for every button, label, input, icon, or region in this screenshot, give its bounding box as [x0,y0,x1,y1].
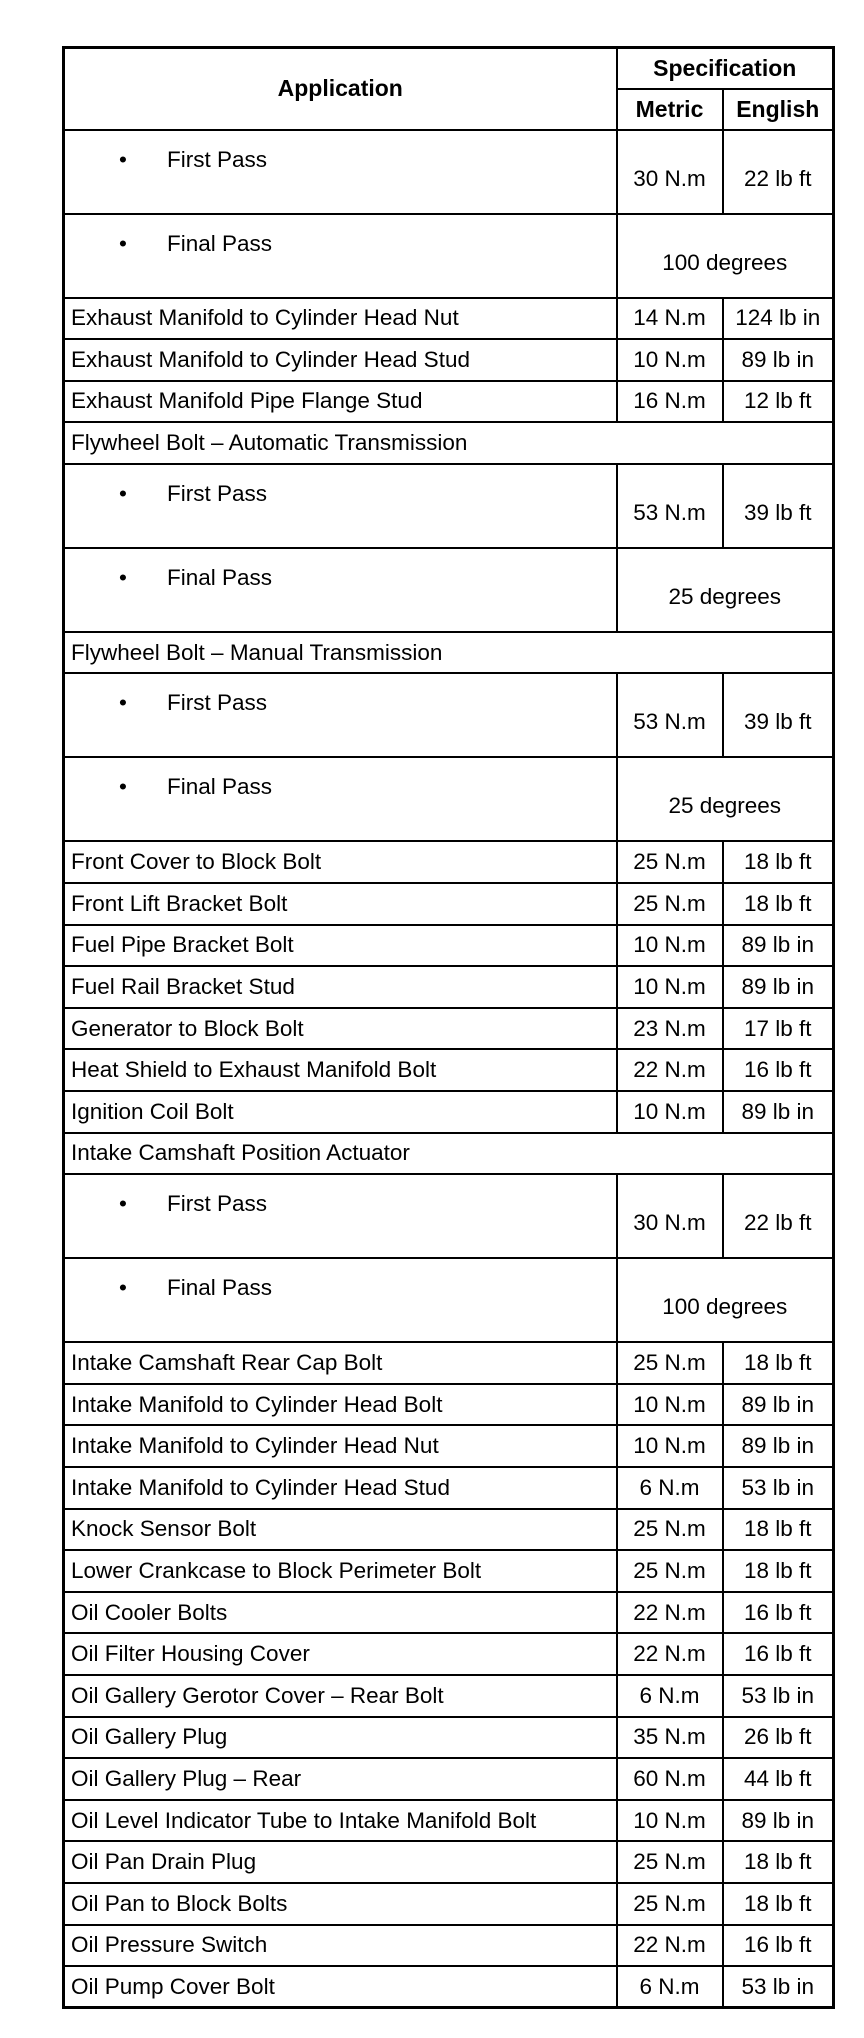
metric-cell: 22 N.m [617,1925,723,1967]
pass-label-cell [64,130,617,214]
table-row [64,1841,834,1883]
application-cell: Oil Pump Cover Bolt [64,1966,617,2008]
bullet-icon: • [119,774,127,800]
table-row [64,1592,834,1634]
table-row [64,1509,834,1551]
torque-spec-table [62,46,835,2009]
metric-cell: 25 N.m [617,841,723,883]
english-cell: 18 lb ft [723,1550,834,1592]
pass-label: First Pass [167,146,268,172]
bullet-icon: • [119,480,127,506]
english-header: English [723,89,834,130]
pass-label: Final Pass [167,230,273,256]
application-cell: Exhaust Manifold Pipe Flange Stud [64,381,617,423]
bullet-icon: • [119,1275,127,1301]
table-row [64,925,834,967]
application-cell: Oil Gallery Gerotor Cover – Rear Bolt [64,1675,617,1717]
english-cell: 124 lb in [723,298,834,340]
application-cell: Fuel Pipe Bracket Bolt [64,925,617,967]
application-cell: Exhaust Manifold to Cylinder Head Stud [64,339,617,381]
metric-cell: 25 N.m [617,1342,723,1384]
metric-cell: 10 N.m [617,339,723,381]
combined-spec-cell: 100 degrees [617,214,834,298]
metric-cell: 16 N.m [617,381,723,423]
table-row [64,841,834,883]
pass-row [64,1174,834,1258]
metric-cell: 35 N.m [617,1717,723,1759]
english-cell: 18 lb ft [723,1841,834,1883]
spec-body [64,130,834,2008]
pass-label-cell [64,464,617,548]
metric-cell: 23 N.m [617,1008,723,1050]
bullet-icon: • [119,690,127,716]
application-cell: Oil Gallery Plug [64,1717,617,1759]
table-row [64,1966,834,2008]
table-row [64,1425,834,1467]
application-cell: Intake Manifold to Cylinder Head Bolt [64,1384,617,1426]
application-cell: Fuel Rail Bracket Stud [64,966,617,1008]
bullet-icon: • [119,1191,127,1217]
english-cell: 16 lb ft [723,1925,834,1967]
application-cell: Lower Crankcase to Block Perimeter Bolt [64,1550,617,1592]
application-cell: Knock Sensor Bolt [64,1509,617,1551]
pass-label: Final Pass [167,564,273,590]
english-cell: 26 lb ft [723,1717,834,1759]
pass-row [64,548,834,632]
table-row [64,1550,834,1592]
table-row [64,1342,834,1384]
bullet-icon: • [119,146,127,172]
pass-label-cell [64,548,617,632]
application-cell: Oil Gallery Plug – Rear [64,1758,617,1800]
english-cell: 89 lb in [723,1384,834,1426]
table-row [64,339,834,381]
table-row [64,1675,834,1717]
pass-row [64,464,834,548]
english-cell: 18 lb ft [723,1883,834,1925]
english-cell: 18 lb ft [723,1509,834,1551]
application-cell: Oil Pressure Switch [64,1925,617,1967]
pass-label: Final Pass [167,1275,273,1301]
metric-cell: 22 N.m [617,1049,723,1091]
english-cell: 18 lb ft [723,841,834,883]
english-cell: 53 lb in [723,1966,834,2008]
application-cell: Front Cover to Block Bolt [64,841,617,883]
metric-cell: 53 N.m [617,464,723,548]
table-row [64,381,834,423]
metric-cell: 10 N.m [617,1384,723,1426]
pass-label-cell [64,757,617,841]
section-heading-row [64,1133,834,1175]
english-cell: 89 lb in [723,925,834,967]
combined-spec-cell: 25 degrees [617,757,834,841]
section-heading: Flywheel Bolt – Manual Transmission [64,632,834,674]
table-row [64,966,834,1008]
english-cell: 89 lb in [723,1800,834,1842]
application-cell: Oil Filter Housing Cover [64,1633,617,1675]
english-cell: 16 lb ft [723,1633,834,1675]
application-cell: Exhaust Manifold to Cylinder Head Nut [64,298,617,340]
english-cell: 89 lb in [723,1425,834,1467]
english-cell: 16 lb ft [723,1592,834,1634]
section-heading-row [64,632,834,674]
application-cell: Intake Camshaft Rear Cap Bolt [64,1342,617,1384]
metric-cell: 60 N.m [617,1758,723,1800]
metric-cell: 10 N.m [617,966,723,1008]
bullet-icon: • [119,230,127,256]
metric-cell: 10 N.m [617,1800,723,1842]
metric-cell: 53 N.m [617,673,723,757]
metric-cell: 25 N.m [617,1550,723,1592]
combined-spec-cell: 100 degrees [617,1258,834,1342]
table-row [64,298,834,340]
english-cell: 89 lb in [723,339,834,381]
english-cell: 12 lb ft [723,381,834,423]
pass-label: First Pass [167,480,268,506]
table-row [64,1384,834,1426]
application-cell: Intake Manifold to Cylinder Head Stud [64,1467,617,1509]
table-row [64,1800,834,1842]
table-row [64,1883,834,1925]
table-row [64,1467,834,1509]
pass-label: First Pass [167,690,268,716]
english-cell: 18 lb ft [723,1342,834,1384]
metric-cell: 10 N.m [617,1425,723,1467]
metric-cell: 22 N.m [617,1633,723,1675]
metric-cell: 10 N.m [617,925,723,967]
metric-cell: 25 N.m [617,1841,723,1883]
metric-cell: 25 N.m [617,1883,723,1925]
application-cell: Oil Cooler Bolts [64,1592,617,1634]
english-cell: 39 lb ft [723,464,834,548]
metric-cell: 6 N.m [617,1966,723,2008]
metric-cell: 6 N.m [617,1675,723,1717]
english-cell: 18 lb ft [723,883,834,925]
header-row-top [64,48,834,89]
pass-label: Final Pass [167,774,273,800]
pass-row [64,214,834,298]
pass-label-cell [64,1174,617,1258]
application-cell: Intake Manifold to Cylinder Head Nut [64,1425,617,1467]
pass-row [64,673,834,757]
application-cell: Generator to Block Bolt [64,1008,617,1050]
english-cell: 39 lb ft [723,673,834,757]
metric-cell: 30 N.m [617,130,723,214]
english-cell: 17 lb ft [723,1008,834,1050]
metric-cell: 25 N.m [617,1509,723,1551]
metric-cell: 10 N.m [617,1091,723,1133]
pass-label: First Pass [167,1191,268,1217]
metric-cell: 6 N.m [617,1467,723,1509]
english-cell: 53 lb in [723,1467,834,1509]
application-cell: Heat Shield to Exhaust Manifold Bolt [64,1049,617,1091]
section-heading: Flywheel Bolt – Automatic Transmission [64,422,834,464]
section-heading-row [64,422,834,464]
pass-label-cell [64,214,617,298]
pass-label-cell [64,1258,617,1342]
specification-header: Specification [617,48,834,89]
metric-cell: 30 N.m [617,1174,723,1258]
english-cell: 44 lb ft [723,1758,834,1800]
table-row [64,1049,834,1091]
table-row [64,883,834,925]
application-cell: Front Lift Bracket Bolt [64,883,617,925]
pass-label-cell [64,673,617,757]
table-row [64,1925,834,1967]
english-cell: 89 lb in [723,966,834,1008]
table-row [64,1008,834,1050]
english-cell: 89 lb in [723,1091,834,1133]
application-cell: Ignition Coil Bolt [64,1091,617,1133]
english-cell: 16 lb ft [723,1049,834,1091]
bullet-icon: • [119,564,127,590]
application-header: Application [64,48,617,130]
table-row [64,1091,834,1133]
pass-row [64,1258,834,1342]
pass-row [64,757,834,841]
metric-cell: 25 N.m [617,883,723,925]
application-cell: Oil Pan Drain Plug [64,1841,617,1883]
application-cell: Oil Pan to Block Bolts [64,1883,617,1925]
application-cell: Oil Level Indicator Tube to Intake Manifold Bolt [64,1800,617,1842]
table-row [64,1717,834,1759]
metric-cell: 22 N.m [617,1592,723,1634]
english-cell: 53 lb in [723,1675,834,1717]
english-cell: 22 lb ft [723,1174,834,1258]
english-cell: 22 lb ft [723,130,834,214]
table-row [64,1758,834,1800]
metric-cell: 14 N.m [617,298,723,340]
section-heading: Intake Camshaft Position Actuator [64,1133,834,1175]
pass-row [64,130,834,214]
combined-spec-cell: 25 degrees [617,548,834,632]
metric-header: Metric [617,89,723,130]
table-row [64,1633,834,1675]
